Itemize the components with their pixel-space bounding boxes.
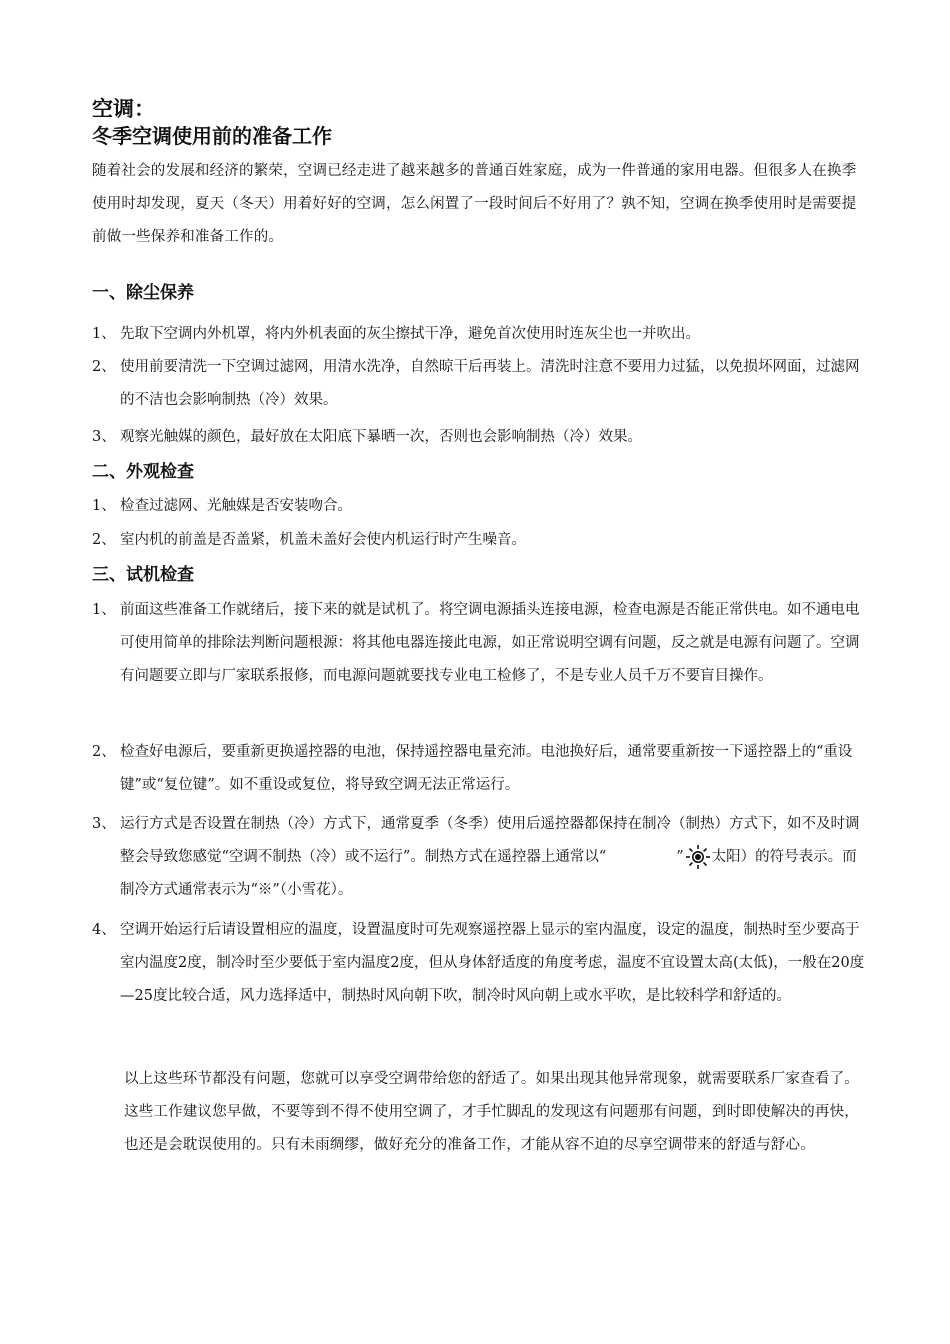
section-heading-appearance: 二、外观检查 [92, 462, 194, 482]
list-item [92, 351, 867, 417]
list-item-number: 2、 [92, 532, 116, 548]
closing-paragraph: 以上这些环节都没有问题，您就可以享受空调带给您的舒适了。如果出现其他异常现象，就需要联系厂家查看了。这些工作建议您早做，不要等到不得不使用空调了，才手忙脚乱的发现这有问题那有问题，到时即使解决的再快，也还是会耽误使用的。只有未雨绸缪，做好充分的准备工作，才能从容不迫的尽享空调带来的舒适与舒心。 [124, 1071, 859, 1153]
list-item-number: 2、 [92, 359, 116, 375]
list-item-text: 前面这些准备工作就绪后，接下来的就是试机了。将空调电源插头连接电源，检查电源是否能正常供电。如不通电电可使用简单的排除法判断问题根源：将其他电器连接此电源，如正常说明空调有问题，反之就是电源有问题了。空调有问题要立即与厂家联系报修，而电源问题就要找专业电工检修了，不是专业人员千万不要盲目操作。 [120, 602, 860, 684]
list-item [92, 736, 867, 802]
list-item [92, 914, 867, 1013]
list-item-text: 观察光触媒的颜色，最好放在太阳底下暴晒一次，否则也会影响制热（冷）效果。 [120, 429, 642, 445]
list-item-number: 4、 [92, 922, 116, 938]
section-heading-dust: 一、除尘保养 [92, 283, 194, 303]
list-item-number: 1、 [92, 498, 116, 514]
list-item-text-part: ” [676, 849, 684, 865]
section-heading-trial: 三、试机检查 [92, 565, 194, 585]
list-item-number: 1、 [92, 326, 116, 342]
list-item-text [120, 808, 867, 907]
list-item-text: 先取下空调内外机罩，将内外机表面的灰尘擦拭干净，避免首次使用时连灰尘也一并吹出。 [120, 326, 700, 342]
list-item [92, 318, 867, 351]
document-subtitle: 冬季空调使用前的准备工作 [92, 124, 332, 148]
list-item-text: 检查好电源后，要重新更换遥控器的电池，保持遥控器电量充沛。电池换好后，通常要重新按一下遥控器上的“重设键”或“复位键”。如不重设或复位，将导致空调无法正常运行。 [120, 744, 853, 793]
list-item [92, 594, 867, 693]
list-item-text: 使用前要清洗一下空调过滤网，用清水洗净，自然晾干后再装上。清洗时注意不要用力过猛，以免损坏网面，过滤网的不洁也会影响制热（冷）效果。 [120, 359, 860, 408]
list-item-text: 空调开始运行后请设置相应的温度，设置温度时可先观察遥控器上显示的室内温度，设定的温度，制热时至少要高于室内温度2度，制冷时至少要低于室内温度2度，但从身体舒适度的角度考虑，温度不宜设置太高(太低)，一般在20度—25度比较合适，风力选择适中，制热时风向朝下吹，制冷时风向朝上或水平吹，是比较科学和舒适的。 [120, 922, 865, 1004]
list-item [92, 808, 867, 907]
list-item-text-part: 太阳）的符号表示。而制冷方式通常表示为“※”（小雪花）。 [120, 849, 857, 898]
list-item [92, 421, 867, 454]
list-item-text: 检查过滤网、光触媒是否安装吻合。 [120, 498, 352, 514]
list-item-number: 3、 [92, 429, 116, 445]
list-item-text: 室内机的前盖是否盖紧，机盖未盖好会使内机运行时产生噪音。 [120, 532, 526, 548]
list-item [92, 524, 867, 557]
intro-paragraph: 随着社会的发展和经济的繁荣，空调已经走进了越来越多的普通百姓家庭，成为一件普通的家用电器。但很多人在换季使用时却发现，夏天（冬天）用着好好的空调，怎么闲置了一段时间后不好用了？孰不知，空调在换季使用时是需要提前做一些保养和准备工作的。 [92, 163, 857, 245]
list-item-number: 2、 [92, 744, 116, 760]
document-title: 空调： [92, 97, 155, 121]
list-item-text-part: 运行方式是否设置在制热（冷）方式下，通常夏季（冬季）使用后遥控器都保持在制冷（制热）方式下，如不及时调整会导致您感觉“空调不制热（冷）或不运行”。制热方式在遥控器上通常以“ [120, 816, 860, 865]
list-item-number: 1、 [92, 602, 116, 618]
list-item [92, 490, 867, 523]
sun-icon [685, 844, 711, 870]
list-item-number: 3、 [92, 816, 116, 832]
